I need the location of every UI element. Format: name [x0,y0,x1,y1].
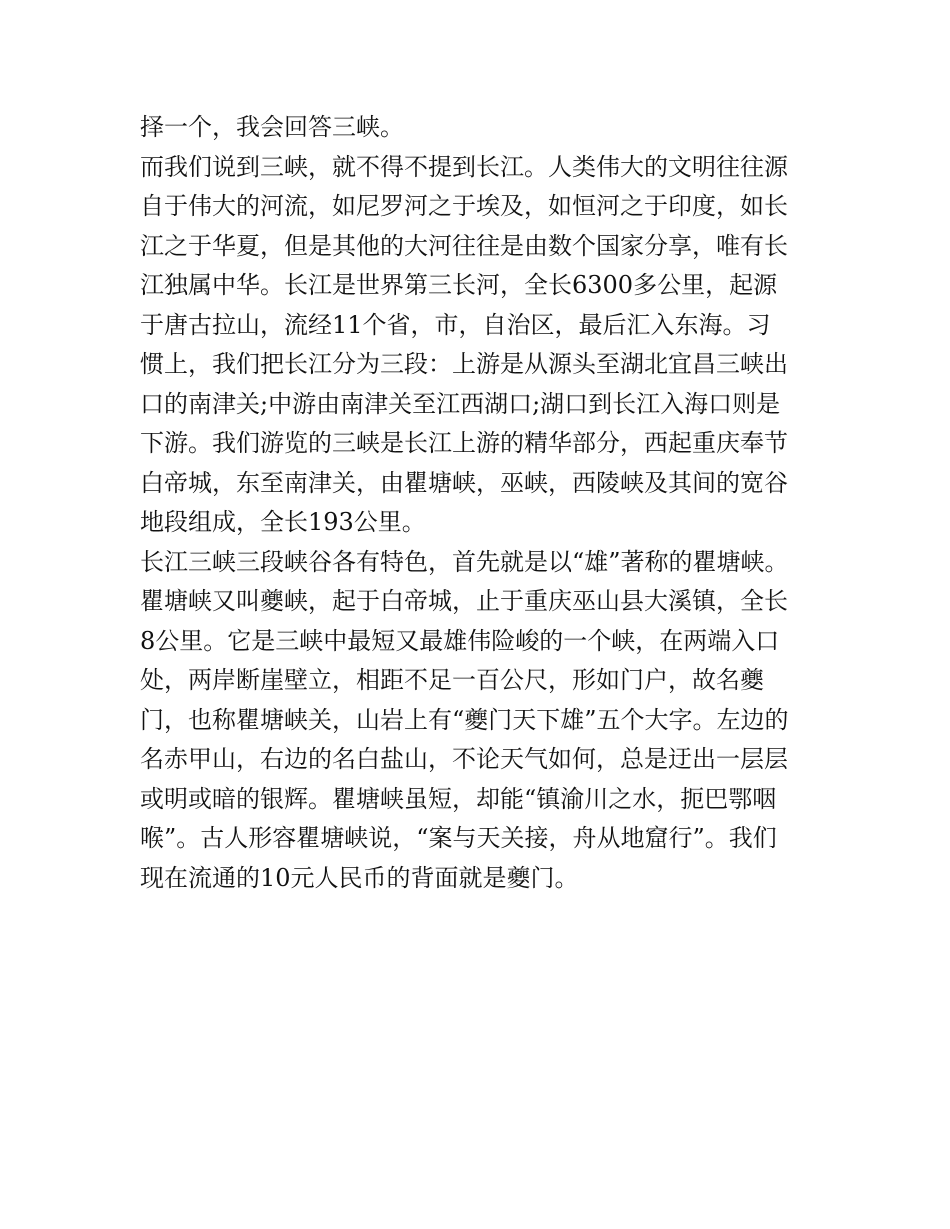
text-line: 瞿塘峡又叫夔峡，起于白帝城，止于重庆巫山县大溪镇，全长 [140,587,788,615]
text-line: 惯上，我们把长江分为三段：上游是从源头至湖北宜昌三峡出 [140,350,788,378]
text-line: 喉”。古人形容瞿塘峡说，“案与天关接，舟从地窟行”。我们 [140,824,777,852]
text-line: 江之于华夏，但是其他的大河往往是由数个国家分享，唯有长 [140,231,788,260]
text-line: 名赤甲山，右边的名白盐山，不论天气如何，总是迂出一层层 [140,745,788,773]
text-line: 现在流通的10元人民币的背面就是夔门。 [140,863,579,892]
text-line: 自于伟大的河流，如尼罗河之于埃及，如恒河之于印度，如长 [140,192,788,220]
text-line: 下游。我们游览的三峡是长江上游的精华部分，西起重庆奉节 [140,429,788,457]
text-line: 地段组成，全长193公里。 [140,508,426,536]
text-line: 或明或暗的银辉。瞿塘峡虽短，却能“镇渝川之水，扼巴鄂咽 [140,784,777,813]
body-text [140,108,820,898]
text-line: 白帝城，东至南津关，由瞿塘峡，巫峡，西陵峡及其间的宽谷 [140,468,788,497]
text-line: 口的南津关;中游由南津关至江西湖口;湖口到长江入海口则是 [140,389,781,418]
text-line: 江独属中华。长江是世界第三长河，全长6300多公里，起源 [140,271,778,299]
text-line: 处，两岸断崖壁立，相距不足一百公尺，形如门户，故名夔 [140,666,764,694]
text-line: 而我们说到三峡，就不得不提到长江。人类伟大的文明往往源 [140,152,788,181]
text-line: 门，也称瞿塘峡关，山岩上有“夔门天下雄”五个大字。左边的 [140,705,789,734]
text-line: 长江三峡三段峡谷各有特色，首先就是以“雄”著称的瞿塘峡。 [140,547,789,576]
text-line: 择一个，我会回答三峡。 [140,113,404,141]
text-line: 8公里。它是三峡中最短又最雄伟险峻的一个峡，在两端入口 [140,626,780,655]
text-line: 于唐古拉山，流经11个省，市，自治区，最后汇入东海。习 [140,310,771,339]
